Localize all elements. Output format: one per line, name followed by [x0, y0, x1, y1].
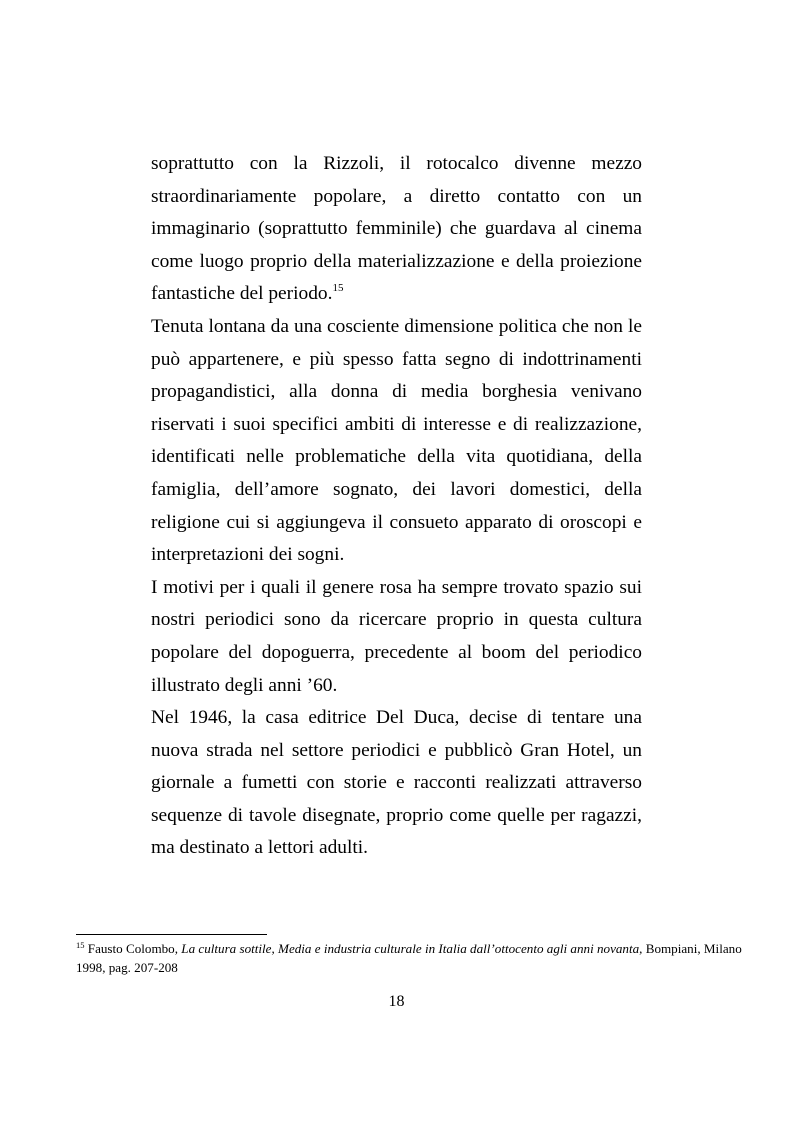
footnote-number: 15: [76, 940, 85, 950]
footnote-rest: , Bompiani, Milano 1998, pag. 207-208: [76, 941, 742, 975]
main-text: [151, 148, 642, 865]
paragraph-4: Nel 1946, la casa editrice Del Duca, decise di tentare una nuova strada nel settore periodici e pubblicò Gran Hotel, un giornale a fumetti con storie e racconti realizzati attraverso sequenze di tavole disegnate, proprio come quelle per ragazzi, ma destinato a lettori adulti.: [151, 707, 642, 859]
paragraph-1: [151, 148, 642, 311]
footnote: [76, 939, 744, 977]
footnote-author: Fausto Colombo,: [87, 941, 178, 956]
footnote-title: La cultura sottile, Media e industria culturale in Italia dall’ottocento agli anni novanta: [181, 941, 640, 956]
page-number: 18: [388, 993, 405, 1010]
footnote-reference: 15: [332, 282, 344, 295]
paragraph-3: I motivi per i quali il genere rosa ha sempre trovato spazio sui nostri periodici sono da ricercare proprio in questa cultura popolare del dopoguerra, precedente al boom del periodico illustrato degli anni ’60.: [151, 576, 642, 696]
footnote-separator: [76, 934, 267, 935]
paragraph-2: Tenuta lontana da una cosciente dimensione politica che non le può appartenere, e più spesso fatta segno di indottrinamenti propagandistici, alla donna di media borghesia venivano riservati i suoi specifici ambiti di interesse e di realizzazione, identificati nelle problematiche della vita quotidiana, della famiglia, dell’amore sognato, dei lavori domestici, della religione cui si aggiungeva il consueto apparato di oroscopi e interpretazioni dei sogni.: [151, 315, 642, 566]
paragraph-1-text: soprattutto con la Rizzoli, il rotocalco divenne mezzo straordinariamente popolare, a diretto contatto con un immaginario (soprattutto femminile) che guardava al cinema come luogo proprio della materializzazione e della proiezione fantastiche del periodo.: [151, 153, 642, 305]
